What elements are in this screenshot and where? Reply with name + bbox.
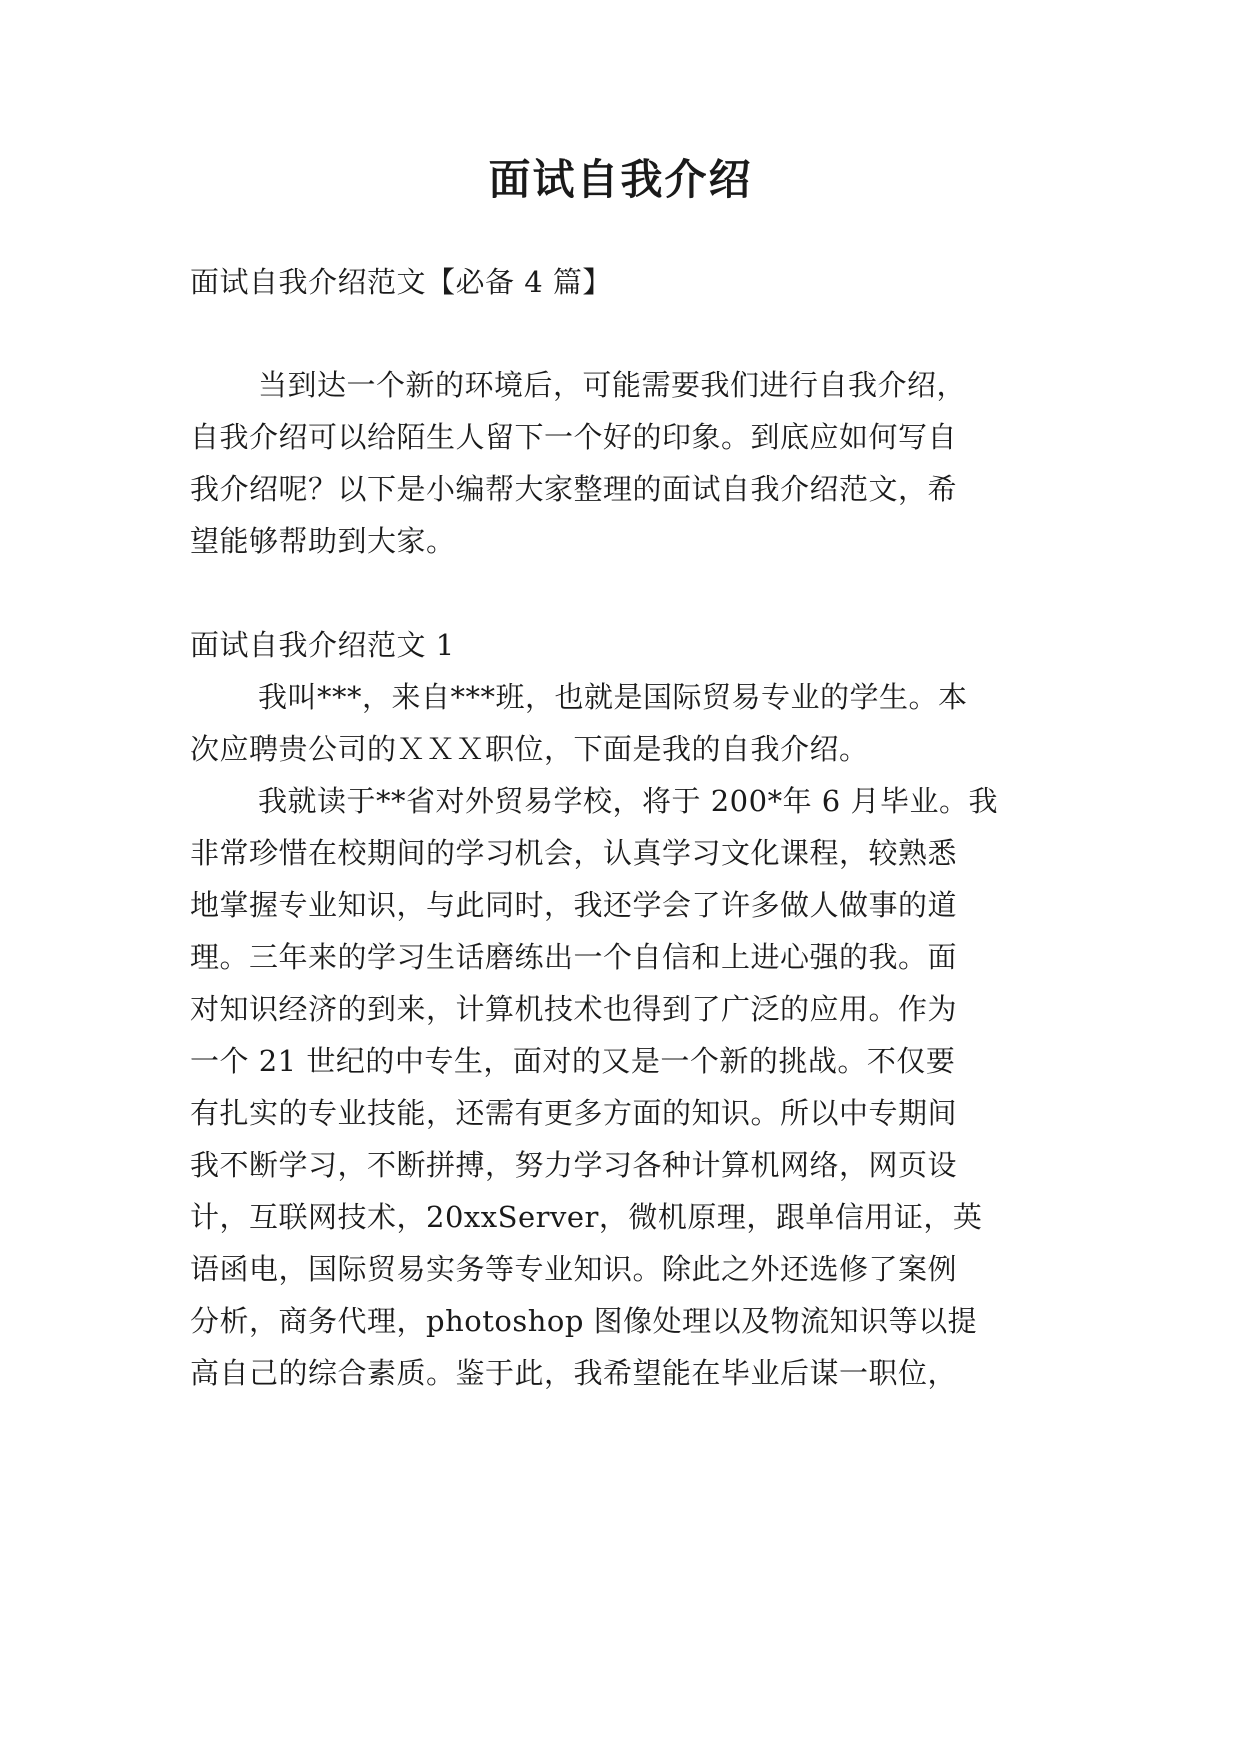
intro-line: 我介绍呢？以下是小编帮大家整理的面试自我介绍范文，希 <box>190 472 958 506</box>
para2-line: 地掌握专业知识，与此同时，我还学会了许多做人做事的道 <box>190 888 958 922</box>
document-title: 面试自我介绍 <box>488 155 753 204</box>
para2-line: 我就读于**省对外贸易学校，将于 200*年 6 月毕业。我 <box>258 784 998 818</box>
section-heading: 面试自我介绍范文 1 <box>190 628 455 662</box>
intro-line: 当到达一个新的环境后，可能需要我们进行自我介绍， <box>258 368 967 402</box>
intro-line: 望能够帮助到大家。 <box>190 524 456 558</box>
para2-line: 理。三年来的学习生话磨练出一个自信和上进心强的我。面 <box>190 940 958 974</box>
document-subtitle: 面试自我介绍范文【必备 4 篇】 <box>190 265 612 299</box>
intro-line: 自我介绍可以给陌生人留下一个好的印象。到底应如何写自 <box>190 420 958 454</box>
para2-line: 分析，商务代理，photoshop 图像处理以及物流知识等以提 <box>190 1304 978 1338</box>
para1-line: 次应聘贵公司的ＸＸＸ职位，下面是我的自我介绍。 <box>190 732 869 766</box>
para2-line: 非常珍惜在校期间的学习机会，认真学习文化课程，较熟悉 <box>190 836 958 870</box>
para2-line: 一个 21 世纪的中专生，面对的又是一个新的挑战。不仅要 <box>190 1044 956 1078</box>
para2-line: 高自己的综合素质。鉴于此，我希望能在毕业后谋一职位， <box>190 1356 958 1390</box>
para1-line: 我叫***，来自***班，也就是国际贸易专业的学生。本 <box>258 680 968 714</box>
para2-line: 有扎实的专业技能，还需有更多方面的知识。所以中专期间 <box>190 1096 958 1130</box>
para2-line: 语函电，国际贸易实务等专业知识。除此之外还选修了案例 <box>190 1252 958 1286</box>
para2-line: 我不断学习，不断拼搏，努力学习各种计算机网络，网页设 <box>190 1148 958 1182</box>
para2-line: 计，互联网技术，20xxServer，微机原理，跟单信用证，英 <box>190 1200 983 1234</box>
para2-line: 对知识经济的到来，计算机技术也得到了广泛的应用。作为 <box>190 992 958 1026</box>
